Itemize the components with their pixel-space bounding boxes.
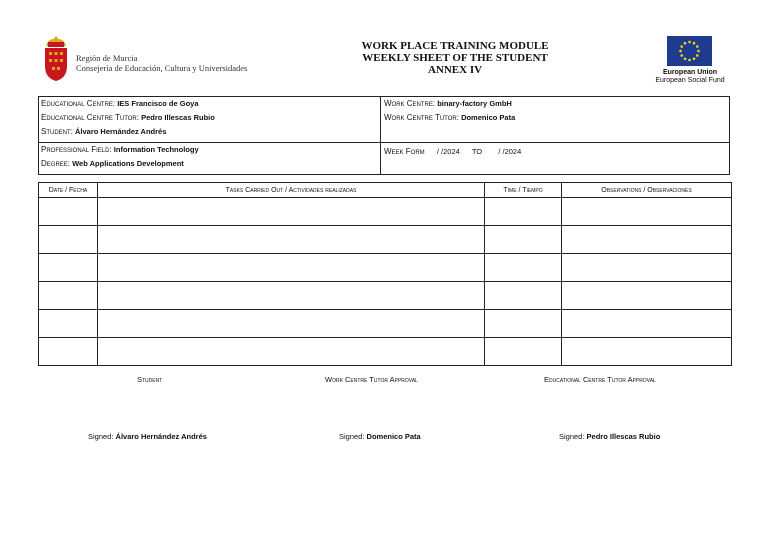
student-signature — [88, 432, 207, 441]
week-from-value[interactable]: / /2024 — [436, 147, 460, 156]
observations-cell[interactable] — [562, 310, 732, 338]
info-divider-horizontal — [38, 142, 730, 143]
tasks-table — [38, 182, 732, 366]
col-observations-header: Observations / Observaciones — [562, 183, 732, 198]
col-time-header: Time / Tiempo — [485, 183, 562, 198]
date-cell[interactable] — [39, 226, 98, 254]
educational-centre-label: Educational Centre: — [41, 99, 116, 108]
table-row — [39, 282, 732, 310]
work-tutor-approval-label: Work Centre Tutor Approval — [325, 375, 418, 384]
info-divider-vertical — [380, 96, 381, 175]
work-tutor-signature-name: Domenico Pata — [366, 432, 421, 441]
tasks-cell[interactable] — [98, 282, 485, 310]
region-department: Consejería de Educación, Cultura y Universidades — [76, 63, 248, 73]
date-cell[interactable] — [39, 282, 98, 310]
edu-tutor-signature — [559, 432, 660, 441]
eu-flag-logo — [667, 36, 712, 66]
date-cell[interactable] — [39, 338, 98, 366]
student-line — [41, 127, 166, 136]
table-row — [39, 254, 732, 282]
student-approval-label: Student — [137, 375, 163, 384]
observations-cell[interactable] — [562, 254, 732, 282]
table-header-row — [39, 183, 732, 198]
tasks-cell[interactable] — [98, 338, 485, 366]
work-centre-line — [384, 99, 512, 108]
time-cell[interactable] — [485, 198, 562, 226]
time-cell[interactable] — [485, 310, 562, 338]
tasks-cell[interactable] — [98, 310, 485, 338]
educational-tutor-value: Pedro Illescas Rubio — [141, 113, 215, 122]
student-value: Álvaro Hernández Andrés — [74, 127, 167, 136]
col-date-header: Date / Fecha — [39, 183, 98, 198]
region-crest-logo — [42, 36, 70, 82]
region-text — [76, 53, 247, 73]
table-row — [39, 338, 732, 366]
educational-centre-value: IES Francisco de Goya — [117, 99, 199, 108]
work-tutor-line — [384, 113, 515, 122]
week-to-value[interactable]: / /2024 — [498, 147, 522, 156]
student-label: Student: — [41, 127, 73, 136]
time-cell[interactable] — [485, 226, 562, 254]
degree-value: Web Applications Development — [72, 159, 184, 168]
signed-label: Signed: — [559, 432, 585, 441]
table-row — [39, 310, 732, 338]
tasks-cell[interactable] — [98, 254, 485, 282]
tasks-cell[interactable] — [98, 198, 485, 226]
time-cell[interactable] — [485, 338, 562, 366]
educational-tutor-line — [41, 113, 215, 122]
eu-name: European Union — [662, 69, 718, 76]
work-centre-label: Work Centre: — [384, 99, 436, 108]
professional-field-label: Professional Field: — [41, 145, 112, 154]
document-title — [330, 40, 580, 76]
eu-fund: European Social Fund — [655, 77, 725, 84]
work-tutor-label: Work Centre Tutor: — [384, 113, 459, 122]
title-line-1: WORK PLACE TRAINING MODULE — [361, 40, 549, 52]
observations-cell[interactable] — [562, 226, 732, 254]
signed-label: Signed: — [339, 432, 365, 441]
week-to-label: TO — [471, 147, 483, 156]
region-name: Región de Murcia — [76, 53, 138, 63]
work-tutor-signature — [339, 432, 421, 441]
edu-tutor-approval-label: Educational Centre Tutor Approval — [544, 375, 656, 384]
title-line-3: ANNEX IV — [427, 64, 483, 76]
professional-field-line — [41, 145, 199, 154]
date-cell[interactable] — [39, 254, 98, 282]
table-row — [39, 198, 732, 226]
week-range-line — [384, 147, 521, 156]
date-cell[interactable] — [39, 198, 98, 226]
work-tutor-value: Domenico Pata — [461, 113, 516, 122]
table-row — [39, 226, 732, 254]
col-tasks-header: Tasks Carried Out / Actividades realizadas — [98, 183, 485, 198]
observations-cell[interactable] — [562, 338, 732, 366]
time-cell[interactable] — [485, 282, 562, 310]
date-cell[interactable] — [39, 310, 98, 338]
tasks-cell[interactable] — [98, 226, 485, 254]
educational-tutor-label: Educational Centre Tutor: — [41, 113, 139, 122]
observations-cell[interactable] — [562, 282, 732, 310]
signed-label: Signed: — [88, 432, 114, 441]
degree-label: Degree: — [41, 159, 71, 168]
observations-cell[interactable] — [562, 198, 732, 226]
work-centre-value: binary-factory GmbH — [437, 99, 512, 108]
degree-line — [41, 159, 184, 168]
week-from-label: Week Form — [384, 147, 425, 156]
professional-field-value: Information Technology — [113, 145, 199, 154]
time-cell[interactable] — [485, 254, 562, 282]
educational-centre-line — [41, 99, 199, 108]
edu-tutor-signature-name: Pedro Illescas Rubio — [586, 432, 661, 441]
title-line-2: WEEKLY SHEET OF THE STUDENT — [362, 52, 548, 64]
eu-caption — [640, 69, 740, 85]
student-signature-name: Álvaro Hernández Andrés — [115, 432, 207, 441]
